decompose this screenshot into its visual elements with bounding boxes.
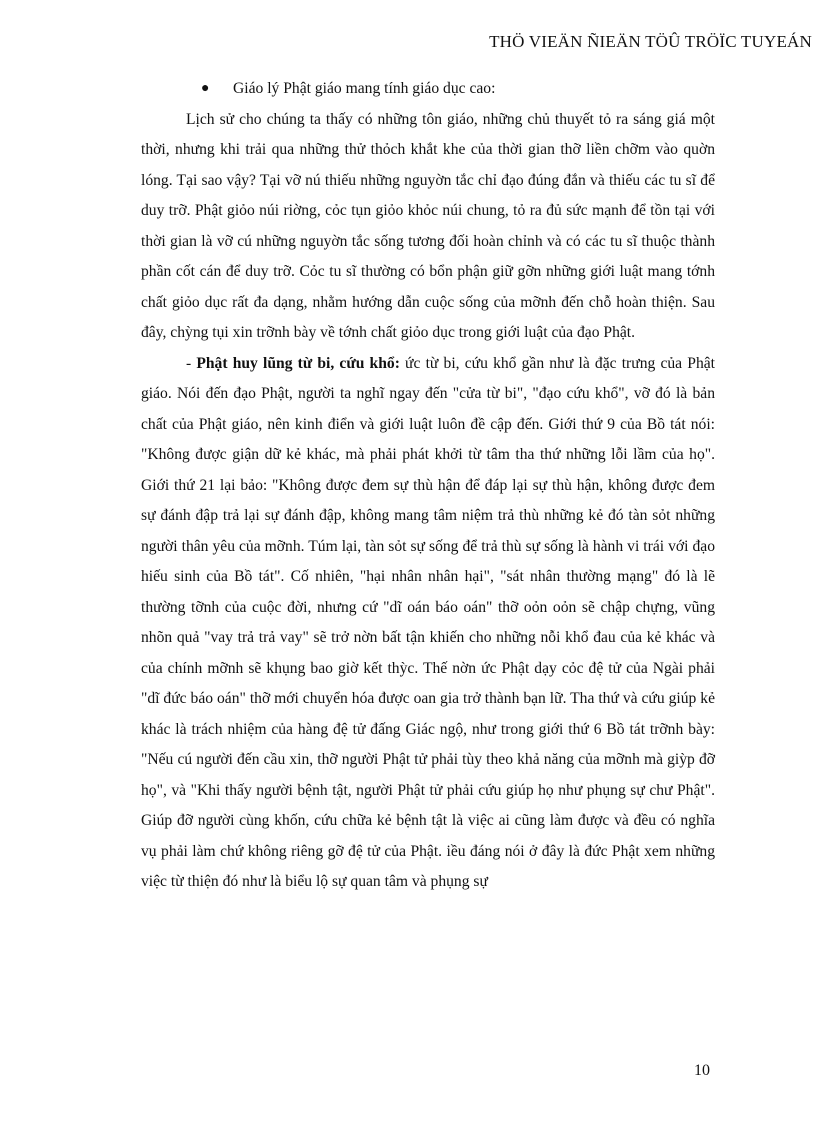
bullet-text: Giáo lý Phật giáo mang tính giáo dục cao:: [233, 80, 496, 97]
page-number: 10: [694, 1062, 710, 1079]
paragraph-1: Lịch sử cho chúng ta thấy có những tôn giáo, những chủ thuyết tỏ ra sáng giá một thời, nhưng khi trải qua những thử thỏch khắt khe của thời gian thỡ liền chỡm vào quờn lóng. Tại sao vậy? Tại vỡ nú thiếu những nguyờn tắc chỉ đạo đúng đắn và thiếu các tu sĩ để duy trỡ. Phật giỏo núi riờng, cỏc tụn giỏo khỏc núi chung, tỏ ra đủ sức mạnh để tồn tại với thời gian là vỡ cú những nguyờn tắc sống tương đối hoàn chỉnh và có các tu sĩ thuộc thành phần cốt cán để duy trỡ. Cỏc tu sĩ thường có bổn phận giữ gỡn những giới luật mang tớnh chất giỏo dục rất đa dạng, nhằm hướng dẫn cuộc sống của mỡnh đến chỗ hoàn thiện. Sau đây, chỳng tụi xin trỡnh bày về tớnh chất giỏo dục trong giới luật của đạo Phật.: [141, 110, 715, 341]
bullet-icon: ●: [201, 81, 210, 96]
paragraph-2-heading: Phật huy lũng từ bi, cứu khổ:: [196, 354, 400, 372]
paragraph-2-lead: -: [186, 354, 197, 372]
page-header: THÖ VIEÄN ÑIEÄN TÖÛ TRÖÏC TUYEÁN: [489, 32, 812, 51]
document-body: [141, 74, 715, 898]
paragraph-2-text: ức từ bi, cứu khổ gần như là đặc trưng của Phật giáo. Nói đến đạo Phật, người ta nghĩ ngay đến "cửa từ bi", "đạo cứu khổ", vỡ đó là bản chất của Phật giáo, nên kinh điển và giới luật luôn đề cập đến. Giới thứ 9 của Bồ tát nói: "Không được giận dữ kẻ khác, mà phải phát khởi từ tâm tha thứ những lỗi lầm của họ". Giới thứ 21 lại bảo: "Không được đem sự thù hận để đáp lại sự thù hận, không được đem sự đánh đập trả lại sự đánh đập, không mang tâm niệm trả thù những kẻ đó tàn sỏt những người thân yêu của mỡnh. Túm lại, tàn sỏt sự sống để trả thù sự sống là hành vi trái với đạo hiếu sinh của Bồ tát". Cố nhiên, "hại nhân nhân hại", "sát nhân thường mạng" đó là lẽ thường tỡnh của cuộc đời, nhưng cứ "dĩ oán báo oán" thỡ oỏn oỏn sẽ chập chựng, vũng nhõn quả "vay trả trả vay" sẽ trở nờn bất tận khiến cho những nỗi khổ đau của kẻ khác và của chính mỡnh sẽ khụng bao giờ kết thỳc. Thế nờn ức Phật dạy cỏc đệ tử của Ngài phải "dĩ đức báo oán" thỡ mới chuyển hóa được oan gia trở thành bạn lữ. Tha thứ và cứu giúp kẻ khác là trách nhiệm của hàng đệ tử đấng Giác ngộ, như trong giới thứ 6 Bồ tát trỡnh bày: "Nếu cú người đến cầu xin, thỡ người Phật tử phải tùy theo khả năng của mỡnh mà giỳp đỡ họ", và "Khi thấy người bệnh tật, người Phật tử phải cứu giúp họ như phụng sự chư Phật". Giúp đỡ người cùng khốn, cứu chữa kẻ bệnh tật là việc ai cũng làm được và đều có nghĩa vụ phải làm chứ không riêng gỡ đệ tử của Phật. iều đáng nói ở đây là đức Phật xem những việc từ thiện đó như là biểu lộ sự quan tâm và phụng sự: [141, 354, 715, 890]
paragraph-2: [141, 349, 715, 898]
bullet-item: [141, 74, 715, 105]
